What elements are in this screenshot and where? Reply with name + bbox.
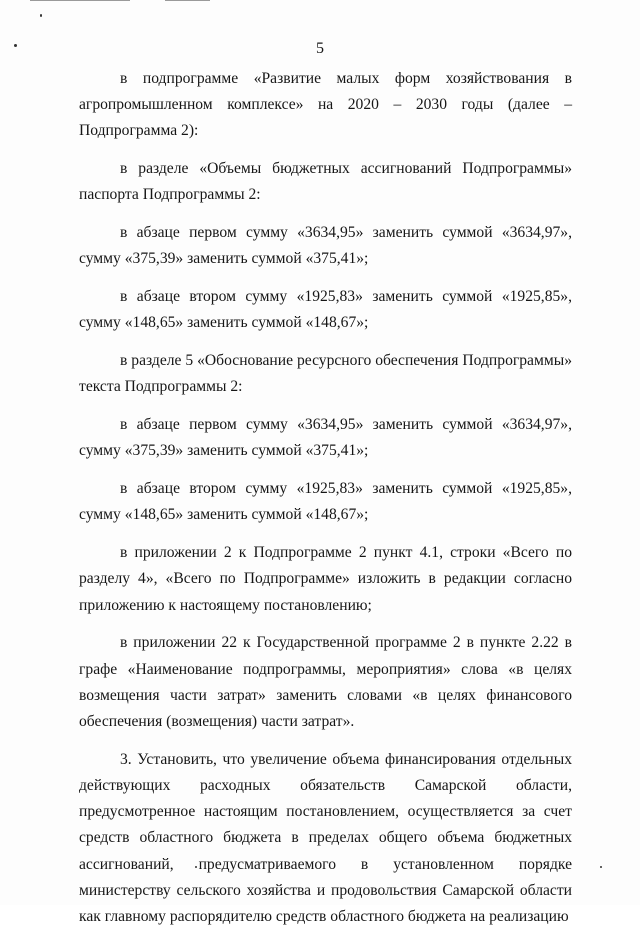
paragraph-section-5: в разделе 5 «Обоснование ресурсного обеспечения Подпрограммы» текста Подпрограммы 2: (79, 352, 572, 396)
scan-edge-line (30, 0, 130, 1)
document-body (79, 66, 572, 930)
page-number: 5 (316, 40, 324, 57)
paragraph-abzats-1-sec5: в абзаце первом сумму «3634,95» заменить суммой «3634,97», сумму «375,39» заменить суммой «375,41»; (79, 416, 572, 460)
paragraph-section-budget: в разделе «Объемы бюджетных ассигнований Подпрограммы» паспорта Подпрограммы 2: (79, 160, 572, 204)
paragraph-abzats-2: в абзаце втором сумму «1925,83» заменить суммой «1925,85», сумму «148,65» заменить суммой «148,67»; (79, 288, 572, 332)
scan-speck (600, 866, 602, 868)
scan-edge-line (165, 0, 210, 1)
paragraph-appendix-2: в приложении 2 к Подпрограмме 2 пункт 4.1, строки «Всего по разделу 4», «Всего по Подпрограмме» изложить в редакции согласно приложению к настоящему постановлению; (79, 544, 572, 614)
paragraph-appendix-22: в приложении 22 к Государственной программе 2 в пункте 2.22 в графе «Наименование подпрограммы, мероприятия» слова «в целях возмещения части затрат» заменить словами «в целях финансового обеспечения (возмещения) части затрат». (79, 634, 572, 731)
paragraph-abzats-1: в абзаце первом сумму «3634,95» заменить суммой «3634,97», сумму «375,39» заменить суммой «375,41»; (79, 224, 572, 268)
paragraph-item-3: 3. Установить, что увеличение объема финансирования отдельных действующих расходных обязательств Самарской области, предусмотренное настоящим постановлением, осуществляется за счет средств областного бюджета в пределах общего объема бюджетных ассигнований, предусматриваемого в установленном порядке министерству сельского хозяйства и продовольствия Самарской области как главному распорядителю средств областного бюджета на реализацию (79, 750, 572, 926)
scan-speck (40, 14, 42, 17)
paragraph-abzats-2-sec5: в абзаце втором сумму «1925,83» заменить суммой «1925,85», сумму «148,65» заменить суммой «148,67»; (79, 480, 572, 524)
paragraph-subprogram-2: в подпрограмме «Развитие малых форм хозяйствования в агропромышленном комплексе» на 2020 – 2030 годы (далее – Подпрограмма 2): (79, 70, 572, 140)
